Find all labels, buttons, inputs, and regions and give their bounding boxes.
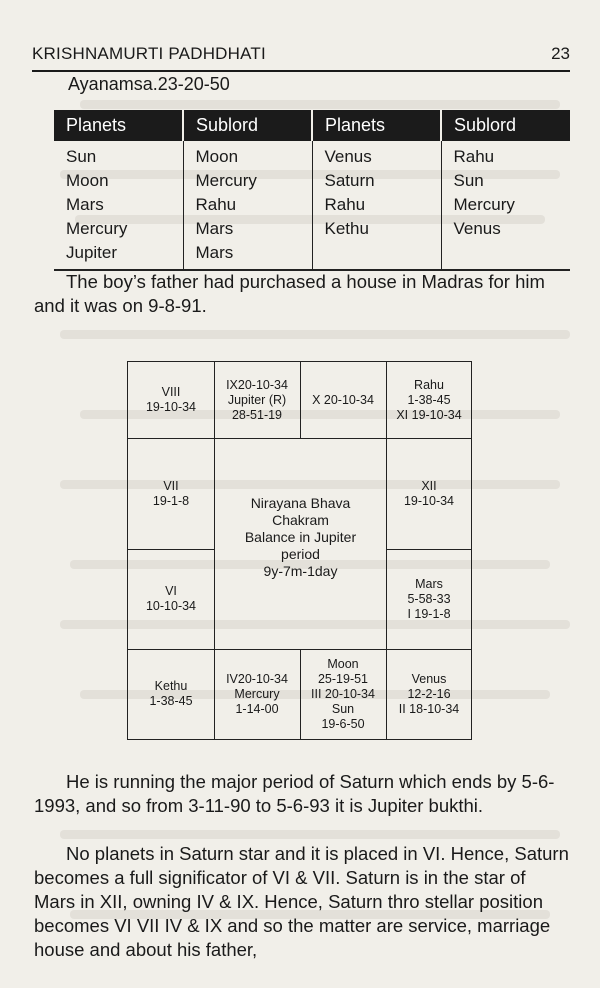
- house-5-cell: [128, 649, 214, 739]
- center-line: 9y-7m-1day: [263, 563, 338, 579]
- cell: Rahu: [453, 147, 495, 166]
- cusp: I 19-1-8: [407, 606, 451, 621]
- cusp-degree: 19-1-8: [152, 493, 190, 508]
- cell: Rahu: [324, 195, 366, 214]
- cell: Jupiter: [66, 243, 118, 262]
- house-2-cell: [386, 649, 472, 739]
- cusp-degree: 19-10-34: [145, 400, 197, 414]
- house-label: VIII: [161, 385, 181, 399]
- planets-column-2: [312, 141, 441, 270]
- col-header-planets-1: Planets: [54, 110, 183, 141]
- house-7-cell: [128, 438, 214, 549]
- page-number: 23: [551, 44, 570, 63]
- cusp: II 18-10-34: [398, 701, 460, 716]
- paragraph-saturn-period: He is running the major period of Saturn which ends by 5-6-1993, and so from 3-11-90 to 5-6-93 it is Jupiter bukthi.: [34, 771, 555, 816]
- center-line: Balance in Jupiter: [244, 529, 357, 545]
- house-12-cell: [386, 438, 472, 549]
- house-9-cell: [214, 362, 300, 438]
- planet: Mercury: [234, 686, 280, 701]
- paragraph-house-purchase: The boy’s father had purchased a house in Madras for him and it was on 9-8-91.: [34, 271, 545, 316]
- planet: Kethu: [154, 679, 188, 693]
- ayanamsa-label: Ayanamsa.23-20-50: [68, 74, 230, 94]
- cell: Mars: [195, 243, 234, 262]
- cusp: IX20-10-34: [226, 377, 288, 392]
- planet-degree: 5-58-33: [407, 591, 451, 606]
- page-header: [32, 40, 570, 72]
- cell: Mars: [66, 195, 104, 214]
- house-10-cell: [300, 362, 386, 438]
- planet: Rahu: [414, 377, 444, 392]
- cell: Sun: [66, 147, 97, 166]
- cusp: X 20-10-34: [312, 392, 374, 407]
- cell: Kethu: [324, 219, 369, 238]
- cell: Mercury: [195, 171, 257, 190]
- planet-degree: 1-14-00: [235, 701, 279, 716]
- cusp: IV20-10-34: [226, 671, 288, 686]
- cell: Venus: [453, 219, 501, 238]
- cusp-degree: 19-10-34: [403, 493, 455, 508]
- planet: Venus: [411, 671, 447, 686]
- house-8-cell: [128, 362, 214, 438]
- cusp-degree: 10-10-34: [145, 599, 197, 613]
- house-3-cell: [300, 649, 386, 739]
- running-title: KRISHNAMURTI PADHDHATI: [32, 44, 266, 63]
- planet: Moon: [327, 656, 359, 671]
- center-line: period: [281, 546, 320, 562]
- col-header-planets-2: Planets: [312, 110, 441, 141]
- planet-degree: 28-51-19: [231, 407, 283, 422]
- cusp: XI 19-10-34: [396, 407, 462, 422]
- house-11-cell: [386, 362, 472, 438]
- house-6-cell: [128, 549, 214, 649]
- planet: Jupiter (R): [227, 392, 287, 407]
- planet-degree: 25-19-51: [317, 671, 369, 686]
- planet-degree: 1-38-45: [407, 392, 451, 407]
- cell: Saturn: [324, 171, 375, 190]
- planets-column-1: [54, 141, 183, 270]
- planet-degree: 1-38-45: [149, 694, 193, 708]
- cell: Mercury: [453, 195, 515, 214]
- planet-sublord-table: [54, 110, 570, 271]
- paragraph-saturn-significator: No planets in Saturn star and it is placed in VI. Hence, Saturn becomes a full significator of VI & VII. Saturn is in the star of Mars in XII, owning IV & IX. Hence, Saturn thro stellar position becomes VI VII IV & IX and so the matter are service, marriage house and about his father,: [34, 843, 569, 960]
- planet: Sun: [331, 701, 355, 716]
- cell: Mars: [195, 219, 234, 238]
- cell: Mercury: [66, 219, 128, 238]
- house-label: VI: [165, 584, 177, 598]
- house-4-cell: [214, 649, 300, 739]
- col-header-sublord-1: Sublord: [183, 110, 312, 141]
- chart-center-label: [215, 495, 386, 580]
- planet-degree: 12-2-16: [407, 686, 451, 701]
- house-label: XII: [421, 478, 437, 493]
- col-header-sublord-2: Sublord: [441, 110, 570, 141]
- planet: Mars: [415, 576, 443, 591]
- cell: Rahu: [195, 195, 237, 214]
- house-1-cell: [386, 549, 472, 649]
- center-line: Nirayana Bhava: [250, 495, 351, 511]
- bhava-chakram-chart: [127, 361, 472, 740]
- planet-degree: 19-6-50: [321, 716, 365, 731]
- center-line: Chakram: [272, 512, 329, 528]
- sublord-column-2: [441, 141, 570, 270]
- cell: Sun: [453, 171, 484, 190]
- cell: Moon: [66, 171, 109, 190]
- cusp: III 20-10-34: [311, 686, 375, 701]
- cell: Moon: [195, 147, 239, 166]
- sublord-column-1: [183, 141, 312, 270]
- cell: Venus: [324, 147, 372, 166]
- house-label: VII: [163, 478, 179, 493]
